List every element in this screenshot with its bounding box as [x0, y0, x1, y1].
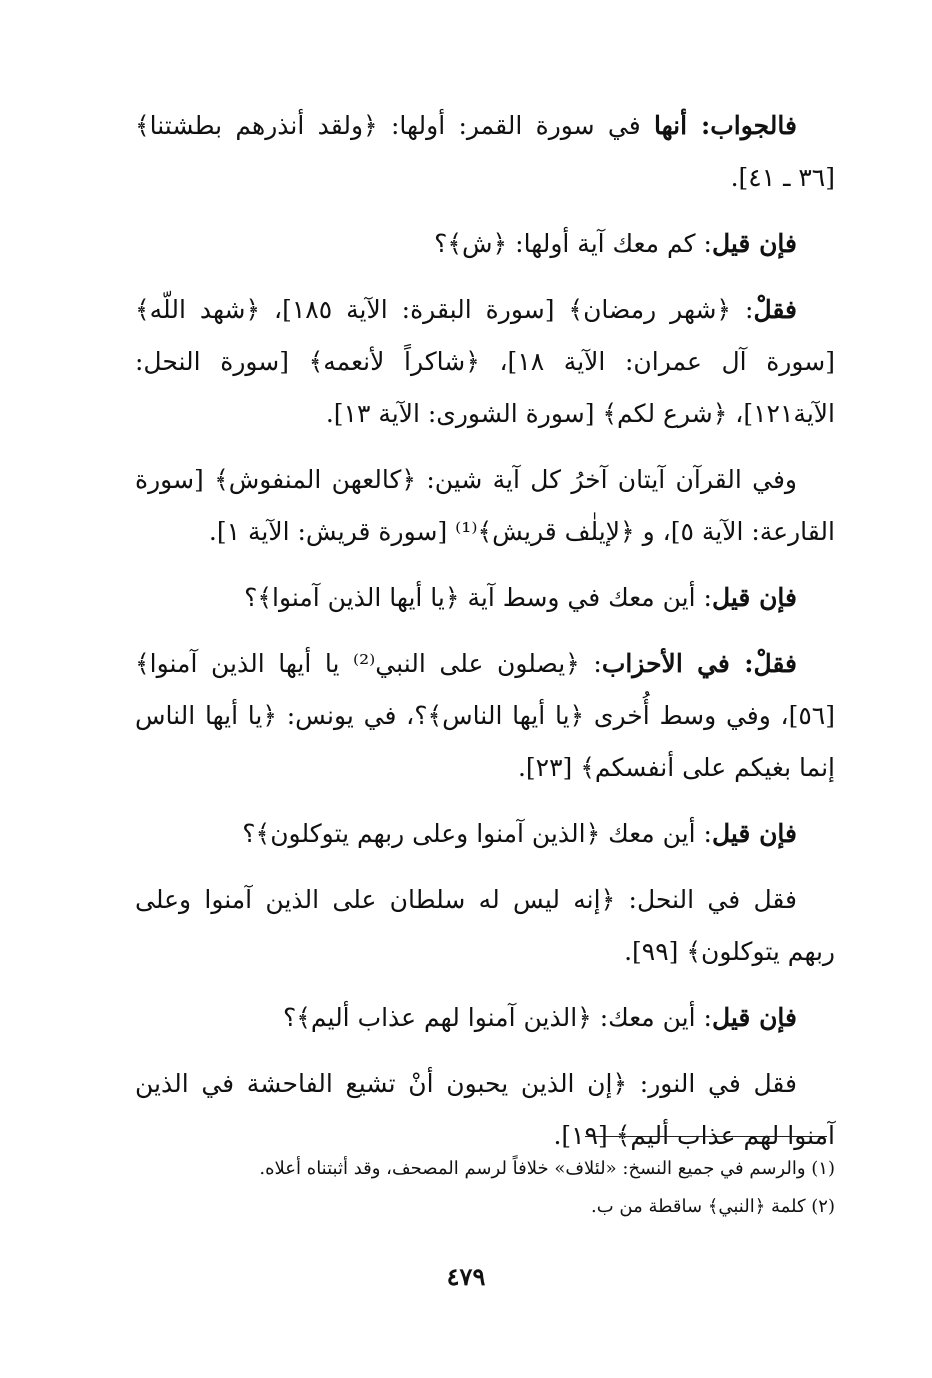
paragraph-1 [135, 100, 835, 204]
paragraph-1-lead: فالجواب: أنها [653, 111, 797, 140]
footnote-1: (١) والرسم في جميع النسخ: «لئلاف» خلافاً لرسم المصحف، وقد أثبتناه أعلاه. [259, 1158, 835, 1179]
paragraph-6-body: : ﴿يصلون على النبي⁽²⁾ يا أيها الذين آمنوا﴾ [٥٦]، وفي وسط أُخرى ﴿يا أيها الناس﴾؟، في يونس: ﴿يا أيها الناس إنما بغيكم على أنفسكم﴾ [٢٣]. [135, 649, 835, 782]
paragraph-7-body: : أين معك ﴿الذين آمنوا وعلى ربهم يتوكلون﴾؟ [242, 819, 712, 848]
paragraph-8 [135, 874, 835, 978]
paragraph-3 [135, 284, 835, 440]
paragraph-8-body: فقل في النحل: ﴿إنه ليس له سلطان على الذين آمنوا وعلى ربهم يتوكلون﴾ [٩٩]. [135, 885, 835, 966]
paragraph-1-body: في سورة القمر: أولها: ﴿ولقد أنذرهم بطشتنا﴾ [٣٦ ـ ٤١]. [135, 111, 835, 192]
paragraph-10 [135, 1058, 835, 1162]
paragraph-7 [135, 808, 835, 860]
paragraph-9-lead: فإن قيل [711, 1003, 797, 1032]
paragraph-10-body: فقل في النور: ﴿إن الذين يحبون أنْ تشيع الفاحشة في الذين آمنوا لهم عذاب أليم﴾ [١٩]. [135, 1069, 835, 1150]
paragraph-2-body: : كم معك آية أولها: ﴿ش﴾؟ [434, 229, 712, 258]
paragraph-5-body: : أين معك في وسط آية ﴿يا أيها الذين آمنوا﴾؟ [244, 583, 712, 612]
page-number: ٤٧٩ [446, 1262, 486, 1291]
paragraph-2-lead: فإن قيل [711, 229, 797, 258]
main-text [135, 100, 835, 1176]
footnote-2: (٢) كلمة ﴿النبي﴾ ساقطة من ب. [591, 1196, 835, 1217]
paragraph-3-lead: فقلْ [753, 295, 797, 324]
paragraph-5 [135, 572, 835, 624]
paragraph-2 [135, 218, 835, 270]
paragraph-6-lead: فقلْ: في الأحزاب [601, 649, 797, 678]
paragraph-9 [135, 992, 835, 1044]
paragraph-5-lead: فإن قيل [711, 583, 797, 612]
paragraph-4-body: وفي القرآن آيتان آخرُ كل آية شين: ﴿كالعهن المنفوش﴾ [سورة القارعة: الآية ٥]، و ﴿لإيلٰف قريش﴾⁽¹⁾ [سورة قريش: الآية ١]. [135, 465, 835, 546]
paragraph-6 [135, 638, 835, 794]
paragraph-3-body: : ﴿شهر رمضان﴾ [سورة البقرة: الآية ١٨٥]، ﴿شهد اللّه﴾ [سورة آل عمران: الآية ١٨]، ﴿شاكراً لأنعمه﴾ [سورة النحل: الآية١٢١]، ﴿شرع لكم﴾ [سورة الشورى: الآية ١٣]. [135, 295, 835, 428]
paragraph-7-lead: فإن قيل [711, 819, 797, 848]
footnotes [135, 1150, 835, 1226]
footnote-separator [585, 1136, 827, 1137]
paragraph-4 [135, 454, 835, 558]
paragraph-9-body: : أين معك: ﴿الذين آمنوا لهم عذاب أليم﴾؟ [282, 1003, 712, 1032]
